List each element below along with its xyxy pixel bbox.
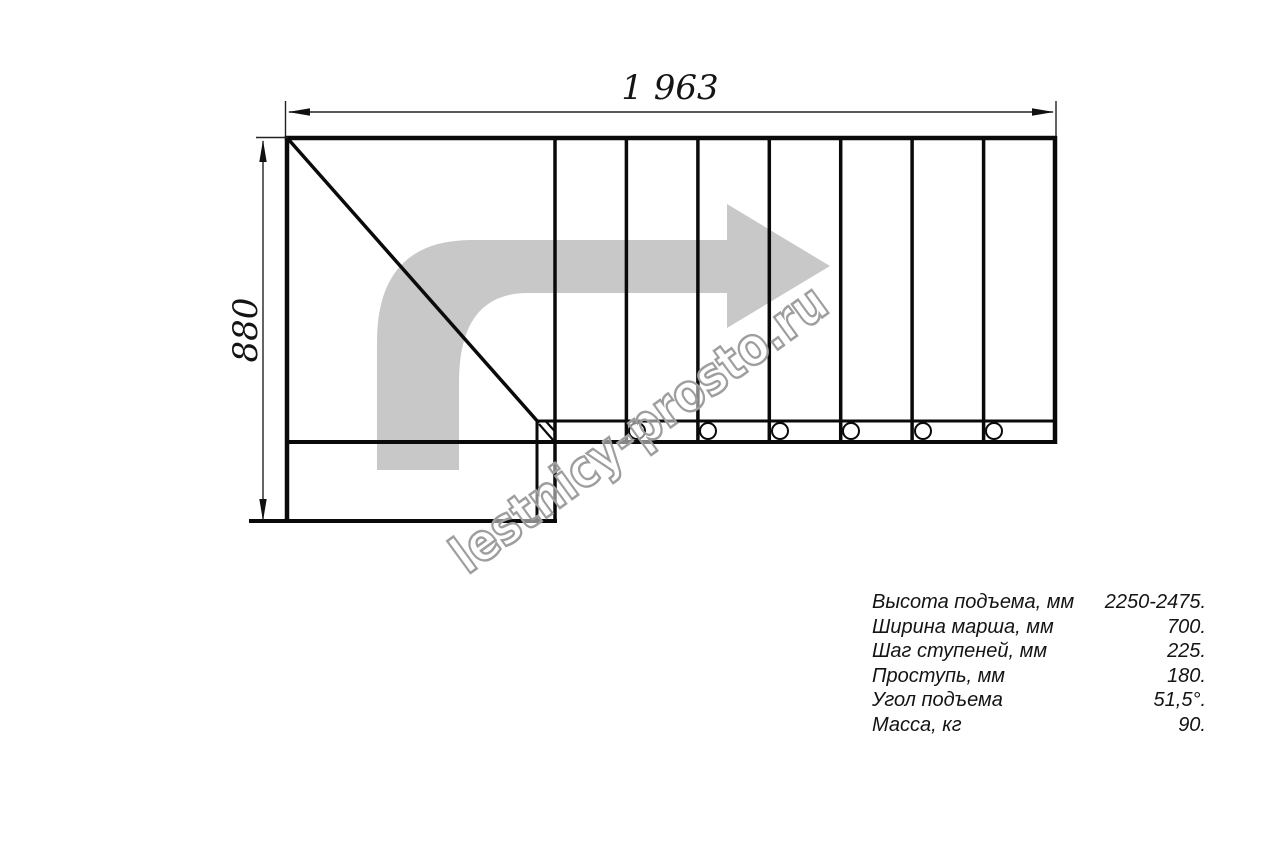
- dimension-arrow-left: [288, 108, 310, 116]
- spec-label: Угол подъема: [872, 689, 1003, 712]
- spec-row: [872, 664, 1206, 689]
- spec-label: Проступь, мм: [872, 664, 1006, 687]
- spec-row: [872, 688, 1206, 713]
- bolt-circle: [986, 423, 1002, 439]
- spec-row: [872, 615, 1206, 640]
- spec-label: Шаг ступеней, мм: [872, 640, 1048, 663]
- bolt-circle: [700, 423, 716, 439]
- bolt-circle: [772, 423, 788, 439]
- bolt-circle: [915, 423, 931, 439]
- height-dimension-value: 880: [226, 297, 266, 363]
- width-dimension: [286, 68, 1057, 136]
- spec-row: [872, 590, 1206, 615]
- spec-row: [872, 713, 1206, 738]
- specs-table: [872, 590, 1206, 738]
- spec-value: 700.: [1167, 615, 1206, 638]
- dimension-arrow-top: [259, 140, 266, 162]
- height-dimension: [226, 138, 288, 522]
- spec-value: 180.: [1167, 664, 1206, 687]
- dimension-arrow-right: [1032, 108, 1054, 116]
- spec-row: [872, 639, 1206, 664]
- spec-label: Масса, кг: [872, 713, 962, 736]
- site-watermark-text: lestnicy-prosto.ru: [439, 229, 898, 586]
- spec-value: 2250-2475.: [1104, 591, 1206, 613]
- plan-outline: [249, 136, 1057, 523]
- spec-label: Ширина марша, мм: [872, 615, 1054, 638]
- spec-label: Высота подъема, мм: [872, 591, 1075, 613]
- dimension-arrow-bottom: [259, 499, 266, 521]
- spec-value: 225.: [1167, 640, 1206, 663]
- width-dimension-value: 1 963: [621, 68, 719, 108]
- spec-value: 51,5°.: [1153, 689, 1206, 712]
- spec-value: 90.: [1178, 713, 1206, 736]
- bolt-circle: [843, 423, 859, 439]
- newel-post-hatch: [539, 422, 555, 441]
